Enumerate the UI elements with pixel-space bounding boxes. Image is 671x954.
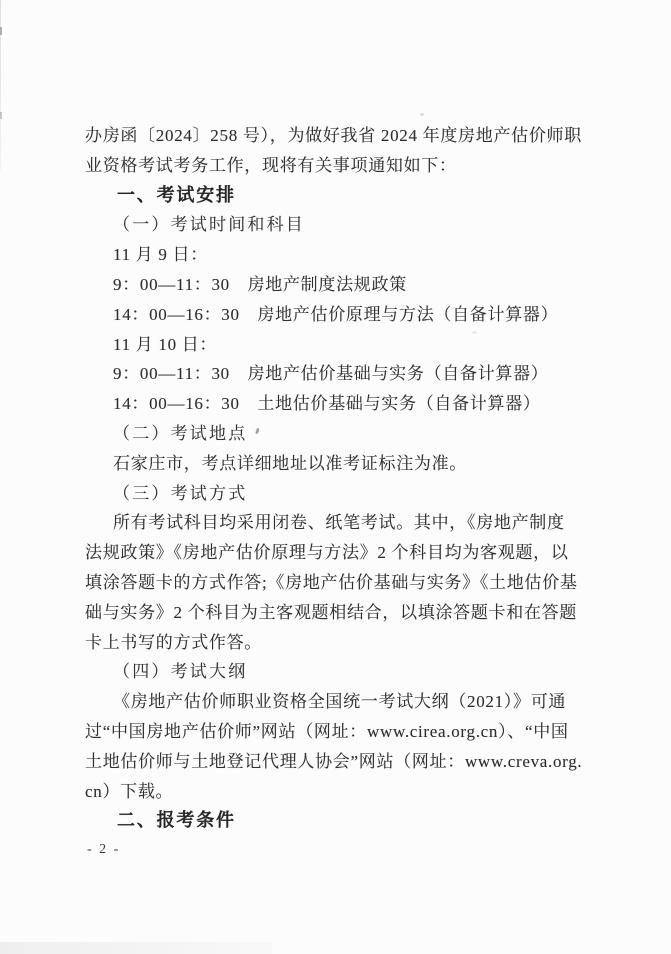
exam-location-line: 石家庄市，考点详细地址以准考证标注为准。 [113, 453, 467, 473]
exam-slot-1: 9：00—11：30 房地产制度法规政策 [113, 274, 407, 294]
scan-artifact-speck-1 [420, 113, 424, 116]
exam-method-line-3: 填涂答题卡的方式作答;《房地产估价基础与实务》《土地估价基 [85, 572, 578, 592]
scan-artifact-left-edge-line [0, 0, 1, 170]
exam-method-line-5: 卡上书写的方式作答。 [85, 632, 262, 652]
opening-paragraph-line-1: 办房函〔2024〕258 号），为做好我省 2024 年度房地产估价师职 [85, 126, 582, 145]
scan-artifact-left-tick-1 [0, 27, 2, 35]
section-1-heading: 一、考试安排 [117, 184, 236, 205]
exam-syllabus-line-3: 土地估价师与土地登记代理人协会”网站（网址：www.creva.org. [85, 751, 583, 771]
exam-syllabus-line-2: 过“中国房地产估价师”网站（网址：www.cirea.org.cn）、“中国 [85, 721, 569, 741]
exam-slot-3: 9：00—11：30 房地产估价基础与实务（自备计算器） [113, 364, 549, 384]
exam-syllabus-line-4: cn）下载。 [85, 781, 174, 801]
subsection-2-heading: （二）考试地点 [113, 423, 248, 443]
exam-slot-2: 14：00—16：30 房地产估价原理与方法（自备计算器） [113, 304, 559, 324]
exam-method-line-1: 所有考试科目均采用闭卷、纸笔考试。其中，《房地产制度 [113, 513, 565, 533]
exam-day-1: 11 月 9 日： [113, 245, 208, 265]
subsection-3-heading: （三）考试方式 [113, 483, 248, 503]
subsection-4-heading: （四）考试大纲 [113, 662, 248, 682]
exam-method-line-4: 础与实务》2 个科目为主客观题相结合，以填涂答题卡和在答题 [85, 602, 578, 622]
scan-artifact-bottom-band [0, 942, 272, 954]
exam-slot-4: 14：00—16：30 土地估价基础与实务（自备计算器） [113, 394, 541, 414]
opening-paragraph-line-2: 业资格考试考务工作，现将有关事项通知如下： [85, 155, 457, 175]
subsection-1-heading: （一）考试时间和科目 [113, 215, 305, 235]
scan-artifact-left-tick-2 [0, 112, 2, 119]
section-2-heading: 二、报考条件 [117, 810, 236, 831]
document-body [85, 121, 610, 836]
exam-method-line-2: 法规政策》《房地产估价原理与方法》2 个科目均为客观题，以 [85, 543, 569, 563]
page-number: - 2 - [87, 842, 121, 857]
exam-syllabus-line-1: 《房地产估价师职业资格全国统一考试大纲（2021）》可通 [113, 692, 567, 712]
exam-day-2: 11 月 10 日： [113, 334, 218, 354]
